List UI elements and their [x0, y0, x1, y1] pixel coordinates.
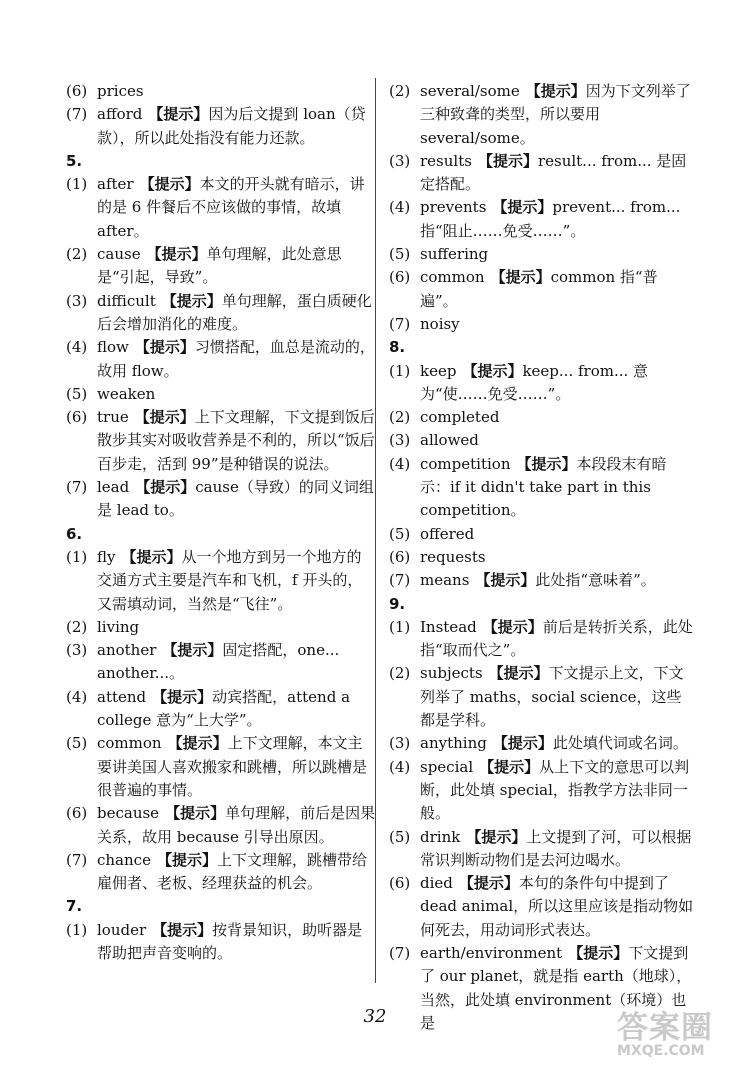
watermark-logo [617, 1002, 742, 1060]
hint-label: 【提示】 [479, 757, 540, 776]
answer-entry [66, 802, 376, 849]
hint-text: 从上下文的意思可以判断，此处填 special，指教学方法非同一般。 [420, 757, 690, 823]
item-number: (4) [389, 198, 411, 217]
hint-text: 单句理解，前后是因果关系，故用 because 引导出原因。 [97, 804, 376, 846]
hint-label: 【提示】 [458, 874, 519, 893]
answer-entry [389, 756, 695, 826]
hint-label: 【提示】 [161, 291, 222, 310]
watermark-url: MXQE.COM [617, 1043, 705, 1059]
item-number: (6) [66, 804, 88, 823]
answer-word: allowed [420, 431, 479, 450]
item-number: (6) [66, 82, 88, 100]
answer-word: weaken [97, 384, 156, 403]
hint-label: 【提示】 [135, 478, 196, 497]
right-column [389, 80, 695, 1035]
item-number: (7) [66, 105, 88, 124]
hint-label: 【提示】 [462, 361, 523, 380]
answer-word: cause [97, 245, 141, 264]
hint-text: 习惯搭配，血总是流动的，故用 flow。 [97, 338, 375, 380]
item-number: (2) [389, 82, 411, 100]
answer-word: noisy [420, 314, 460, 333]
hint-label: 【提示】 [165, 804, 226, 823]
hint-text: 按背景知识，助听器是帮助把声音变响的。 [97, 920, 363, 962]
answer-entry [66, 476, 376, 523]
answer-entry [66, 919, 376, 966]
hint-text: 上下文理解，下文提到饭后散步其实对吸收营养是不利的，所以“饭后百步走，活到 99”是种错误的说法。 [97, 408, 375, 473]
item-number: (1) [66, 920, 88, 939]
answer-entry [389, 546, 695, 569]
hint-text: 下文提示上文，下文列举了 maths，social science，这些都是学科。 [420, 664, 684, 730]
hint-text: 单句理解，此处意思是“引起，导致”。 [97, 245, 342, 287]
page-number: 32 [363, 1006, 387, 1027]
answer-entry [389, 243, 695, 266]
answer-entry [66, 243, 376, 290]
answer-entry [389, 266, 695, 313]
answer-word: results [420, 151, 472, 170]
answer-entry [389, 826, 695, 873]
item-number: (3) [389, 431, 411, 450]
item-number: (6) [389, 268, 411, 287]
item-number: (7) [389, 314, 411, 333]
hint-text: 上下文理解，本文主要讲美国人喜欢搬家和跳槽，所以跳槽是很普遍的事情。 [97, 734, 368, 799]
answer-entry [66, 616, 376, 639]
answer-word: special [420, 757, 474, 776]
column-divider [375, 78, 376, 983]
item-number: (4) [66, 687, 88, 706]
hint-text: 下文提到了 our planet，就是指 earth（地球），当然，此处填 environment（环境）也是 [420, 943, 692, 1032]
hint-text: 此处指“意味着”。 [535, 571, 656, 590]
item-number: (4) [389, 454, 411, 473]
hint-text: cause（导致）的同义词组是 lead to。 [97, 478, 374, 520]
answer-entry [389, 360, 695, 407]
answer-entry [66, 290, 376, 337]
answer-entry [66, 546, 376, 616]
answer-word: earth/environment [420, 943, 563, 962]
hint-text: 从一个地方到另一个地方的交通方式主要是汽车和飞机，f 开头的，又需填动词，当然是“飞往”。 [97, 547, 363, 613]
answer-word: requests [420, 547, 486, 566]
answer-word: chance [97, 850, 151, 869]
answer-word: common [420, 268, 485, 287]
hint-text: 本句的条件句中提到了 dead animal，所以这里应该是指动物如何死去，用动词形式表达。 [420, 874, 694, 939]
hint-label: 【提示】 [490, 268, 551, 287]
answer-entry [66, 80, 376, 103]
hint-text: 本文的开头就有暗示，讲的是 6 件餐后不应该做的事情，故填 after。 [97, 175, 365, 240]
watermark-mark: 答案圈 [617, 1010, 713, 1046]
hint-label: 【提示】 [134, 408, 195, 427]
answer-entry [66, 103, 376, 150]
hint-label: 【提示】 [162, 641, 223, 660]
item-number: (7) [66, 850, 88, 869]
answer-word: prevents [420, 198, 487, 217]
item-number: (3) [66, 291, 88, 310]
answer-word: died [420, 874, 453, 893]
answer-entry [389, 523, 695, 546]
hint-label: 【提示】 [568, 943, 629, 962]
hint-label: 【提示】 [477, 151, 538, 170]
hint-text: 动宾搭配，attend a college 意为“上大学”。 [97, 687, 351, 730]
answer-entry [389, 196, 695, 243]
item-number: (4) [66, 338, 88, 357]
answer-entry [389, 313, 695, 336]
section-heading: 5. [66, 151, 83, 170]
item-number: (1) [66, 547, 88, 566]
answer-word: means [420, 571, 470, 590]
answer-word: prices [97, 82, 144, 100]
item-number: (7) [389, 943, 411, 962]
answer-entry [66, 732, 376, 802]
hint-text: 上下文理解，跳槽带给雇佣者、老板、经理获益的机会。 [97, 850, 367, 893]
answer-word: afford [97, 105, 143, 124]
item-number: (2) [66, 617, 88, 636]
answer-word: true [97, 408, 129, 427]
hint-label: 【提示】 [492, 198, 553, 217]
hint-label: 【提示】 [488, 664, 549, 683]
answer-entry [389, 732, 695, 755]
item-number: (6) [66, 408, 88, 427]
section-heading: 7. [66, 897, 83, 916]
item-number: (6) [389, 547, 411, 566]
hint-text: common 指“普遍”。 [420, 268, 658, 310]
answer-entry [389, 872, 695, 942]
hint-text: 此处填代词或名词。 [552, 734, 688, 753]
answer-word: louder [97, 920, 147, 939]
answer-entry [389, 569, 695, 592]
answer-word: common [97, 734, 162, 753]
answer-word: fly [97, 547, 116, 566]
answer-word: flow [97, 338, 129, 357]
hint-text: 前后是转折关系，此处指“取而代之”。 [420, 617, 693, 660]
answer-word: keep [420, 361, 457, 380]
hint-text: 固定搭配，one... another...。 [97, 641, 340, 683]
left-column [66, 80, 376, 965]
item-number: (2) [389, 408, 411, 427]
answer-word: completed [420, 408, 500, 427]
item-number: (4) [389, 757, 411, 776]
item-number: (7) [66, 478, 88, 497]
answer-word: lead [97, 478, 130, 497]
item-number: (1) [66, 175, 88, 194]
item-number: (1) [389, 361, 411, 380]
answer-entry [66, 336, 376, 383]
item-number: (5) [389, 245, 411, 264]
hint-text: 单句理解，蛋白质硬化后会增加消化的难度。 [97, 291, 372, 333]
section-heading: 6. [66, 524, 83, 543]
section-heading: 9. [389, 594, 406, 613]
hint-text: 因为后文提到 loan（贷款），所以此处指没有能力还款。 [97, 105, 366, 147]
hint-label: 【提示】 [146, 245, 207, 264]
hint-label: 【提示】 [475, 571, 536, 590]
answer-entry [389, 429, 695, 452]
answer-word: living [97, 617, 140, 636]
hint-text: 本段段末有暗示：if it didn't take part in this competition。 [420, 454, 667, 520]
item-number: (3) [66, 641, 88, 660]
section-heading: 8. [389, 338, 406, 357]
hint-label: 【提示】 [525, 82, 586, 100]
answer-entry [389, 453, 695, 523]
answer-word: anything [420, 734, 487, 753]
item-number: (1) [389, 617, 411, 636]
item-number: (2) [66, 245, 88, 264]
answer-word: attend [97, 687, 147, 706]
answer-entry [389, 150, 695, 197]
item-number: (5) [389, 827, 411, 846]
hint-text: 上文提到了河，可以根据常识判断动物们是去河边喝水。 [420, 827, 692, 869]
hint-text: result... from... 是固定搭配。 [420, 151, 687, 194]
hint-label: 【提示】 [516, 454, 577, 473]
hint-label: 【提示】 [148, 105, 209, 124]
answer-word: subjects [420, 664, 483, 683]
answer-entry [66, 383, 376, 406]
hint-label: 【提示】 [167, 734, 228, 753]
item-number: (7) [389, 571, 411, 590]
hint-label: 【提示】 [139, 175, 200, 194]
answer-entry [66, 639, 376, 686]
answer-word: because [97, 804, 160, 823]
hint-text: prevent... from... 指“阻止……免受……”。 [420, 198, 681, 240]
hint-label: 【提示】 [134, 338, 195, 357]
answer-entry [389, 616, 695, 663]
hint-text: 因为下文列举了三种致聋的类型，所以要用 several/some。 [420, 82, 691, 147]
answer-word: another [97, 641, 157, 660]
hint-label: 【提示】 [156, 850, 217, 869]
hint-label: 【提示】 [492, 734, 553, 753]
hint-label: 【提示】 [152, 687, 213, 706]
answer-word: offered [420, 524, 475, 543]
item-number: (5) [389, 524, 411, 543]
item-number: (3) [389, 734, 411, 753]
item-number: (5) [66, 384, 88, 403]
answer-word: Instead [420, 617, 477, 636]
hint-label: 【提示】 [482, 617, 543, 636]
hint-text: keep... from... 意为“使……免受……”。 [420, 361, 649, 403]
answer-word: suffering [420, 245, 489, 264]
answer-entry [389, 662, 695, 732]
hint-label: 【提示】 [121, 547, 182, 566]
answer-entry [389, 80, 695, 150]
answer-word: difficult [97, 291, 156, 310]
answer-word: competition [420, 454, 511, 473]
item-number: (5) [66, 734, 88, 753]
hint-label: 【提示】 [152, 920, 213, 939]
item-number: (3) [389, 151, 411, 170]
answer-entry [66, 686, 376, 733]
answer-word: several/some [420, 82, 520, 100]
item-number: (2) [389, 664, 411, 683]
answer-entry [66, 173, 376, 243]
answer-entry [66, 849, 376, 896]
hint-label: 【提示】 [466, 827, 527, 846]
answer-word: after [97, 175, 134, 194]
answer-entry [66, 406, 376, 476]
answer-entry [389, 406, 695, 429]
answer-word: drink [420, 827, 461, 846]
item-number: (6) [389, 874, 411, 893]
